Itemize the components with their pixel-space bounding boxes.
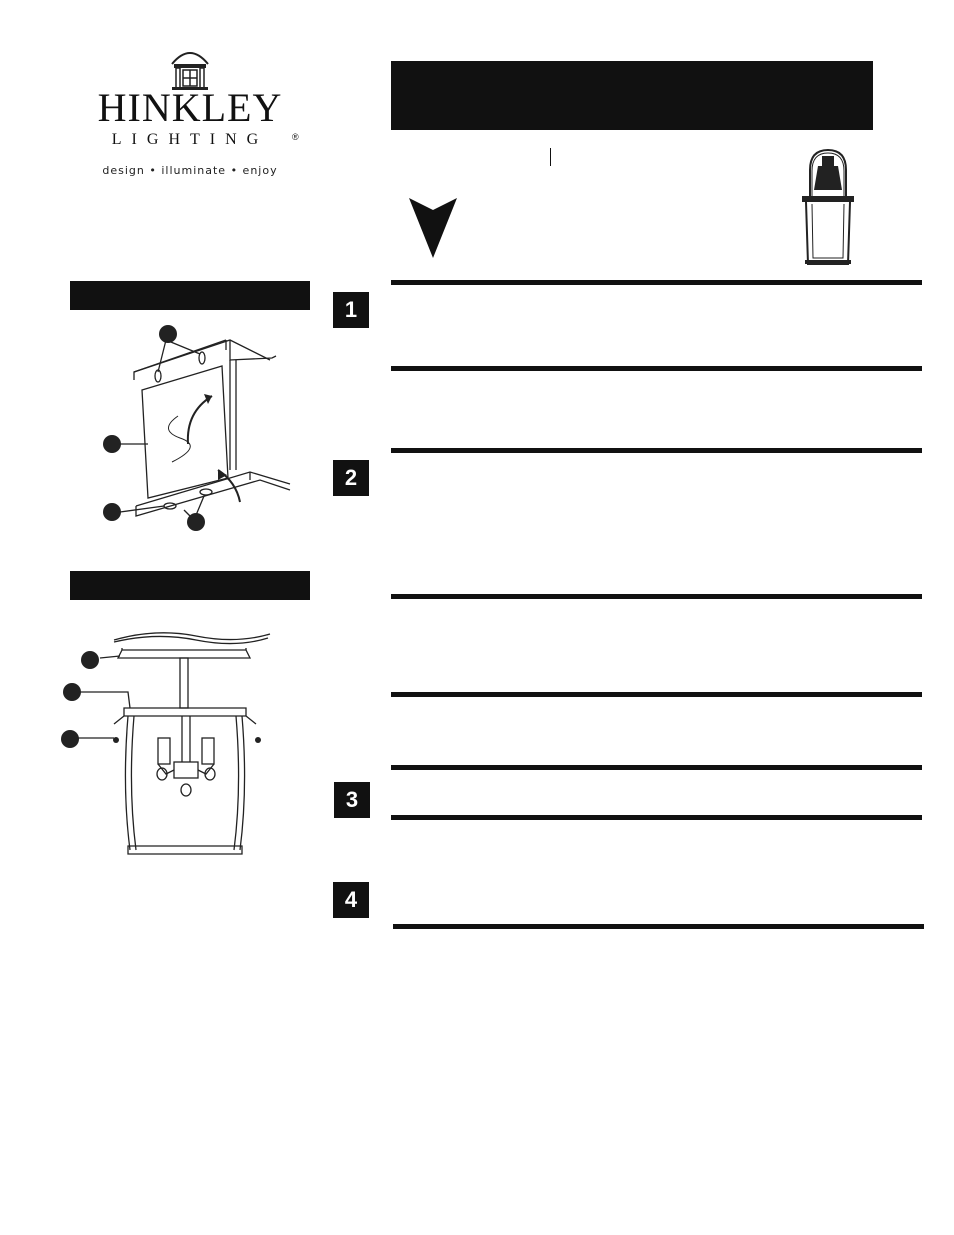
brand-logo [70, 40, 310, 190]
lantern-fixture-icon [798, 146, 858, 268]
brand-name: HINKLEY [97, 85, 283, 130]
section-header-glass [70, 281, 310, 310]
rule-1 [391, 280, 922, 285]
rule-8 [393, 924, 924, 929]
step-badge-1: 1 [333, 292, 369, 328]
rule-3 [391, 448, 922, 453]
rule-2 [391, 366, 922, 371]
step-badge-2: 2 [333, 460, 369, 496]
step-badge-4: 4 [333, 882, 369, 918]
rule-4 [391, 594, 922, 599]
fixture-mounting-diagram [56, 628, 276, 864]
down-arrow-icon [409, 198, 457, 260]
glass-panel-diagram [100, 320, 300, 540]
brand-sub: LIGHTING [111, 131, 269, 148]
brand-tagline: design • illuminate • enjoy [102, 164, 278, 177]
section-header-mounting [70, 571, 310, 600]
registered-mark: ® [292, 132, 299, 142]
rule-7 [391, 815, 922, 820]
hinkley-lantern-mark-icon [166, 46, 214, 90]
rule-6 [391, 765, 922, 770]
rule-5 [391, 692, 922, 697]
step-badge-3: 3 [334, 782, 370, 818]
divider-tick [550, 148, 551, 166]
title-banner [391, 61, 873, 130]
